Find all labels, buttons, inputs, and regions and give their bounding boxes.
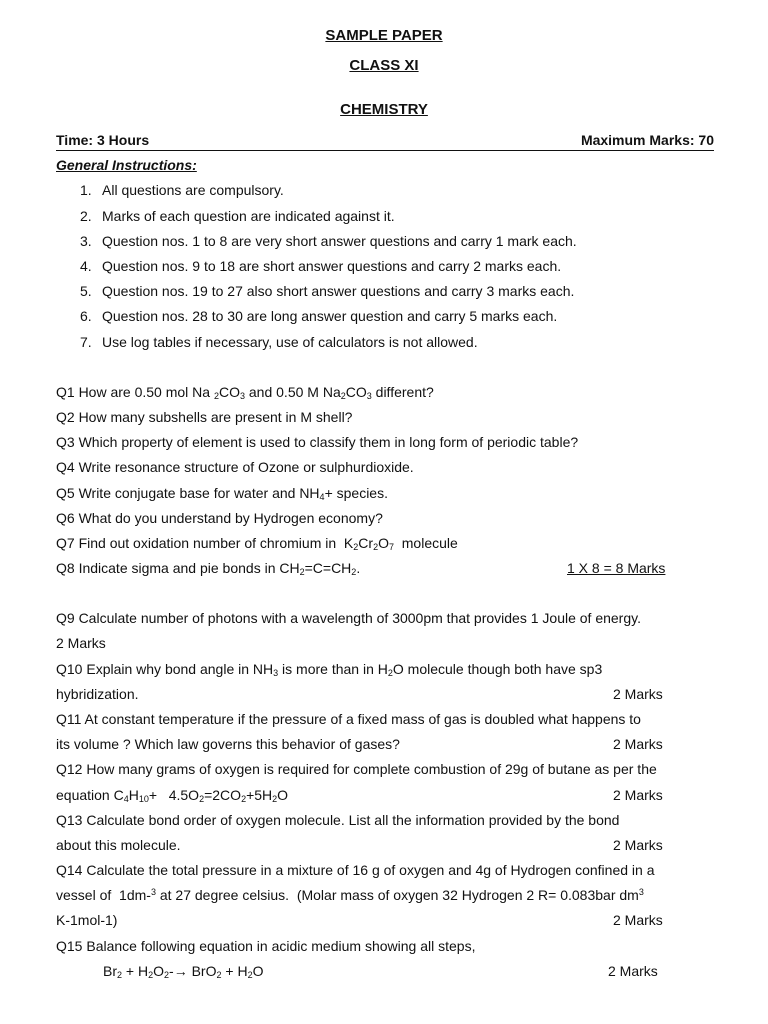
instruction-item: 3. Question nos. 1 to 8 are very short answer questions and carry 1 mark each.: [80, 233, 577, 249]
question-q15: Q15 Balance following equation in acidic medium showing all steps,: [56, 938, 476, 954]
question-q6: Q6 What do you understand by Hydrogen economy?: [56, 510, 383, 526]
question-q12: Q12 How many grams of oxygen is required for complete combustion of 29g of butane as per the: [56, 761, 657, 777]
question-q12-cont: equation $C_4H_{10}+ 4.5O_2=2CO_2+5H_2O$: [56, 787, 289, 804]
instruction-item: 5. Question nos. 19 to 27 also short answer questions and carry 3 marks each.: [80, 283, 575, 299]
instruction-item: 4. Question nos. 9 to 18 are short answer questions and carry 2 marks each.: [80, 258, 562, 274]
question-q2: Q2 How many subshells are present in M shell?: [56, 409, 353, 425]
max-marks-label: Maximum Marks: 70: [580, 132, 714, 148]
marks-label: 1 X 8 = 8 Marks: [567, 560, 666, 576]
class-label: CLASS XI: [349, 57, 419, 74]
question-q14-cont2: K-1mol-1): [56, 912, 118, 928]
time-label: Time: 3 Hours: [56, 132, 150, 148]
question-q1: Q1 How are 0.50 mol Na $_2CO_3$ and 0.50 M $Na_2CO_3$ different?: [56, 384, 434, 401]
question-q4: Q4 Write resonance structure of Ozone or sulphurdioxide.: [56, 459, 414, 475]
question-q10: Q10 Explain why bond angle in $NH_3$ is more than in $H_2O$ molecule though both have sp3: [56, 661, 603, 678]
question-q11-cont: its volume ? Which law governs this behavior of gases?: [56, 736, 400, 752]
marks-label: 2 Marks: [613, 686, 663, 702]
question-q13: Q13 Calculate bond order of oxygen molecule. List all the information provided by the bond: [56, 812, 620, 828]
marks-label: 2 Marks: [613, 787, 663, 803]
marks-label: 2 Marks: [608, 963, 658, 979]
subject-label: CHEMISTRY: [340, 101, 428, 118]
question-q15-equation: $Br_2 + H_2O_2-\to BrO_2 + H_2O$: [103, 963, 264, 980]
instruction-item: 7. Use log tables if necessary, use of calculators is not allowed.: [80, 334, 478, 350]
marks-label: 2 Marks: [613, 837, 663, 853]
question-q10-cont: hybridization.: [56, 686, 139, 702]
question-q5: Q5 Write conjugate base for water and $NH_4+$ species.: [56, 485, 388, 502]
marks-label: 2 Marks: [613, 736, 663, 752]
instruction-item: 6. Question nos. 28 to 30 are long answer question and carry 5 marks each.: [80, 308, 558, 324]
question-q9: Q9 Calculate number of photons with a wavelength of 3000pm that provides 1 Joule of energy.: [56, 610, 641, 626]
question-q13-cont: about this molecule.: [56, 837, 181, 853]
instruction-item: 1. All questions are compulsory.: [80, 182, 284, 198]
arrow-icon: →: [173, 963, 188, 979]
question-q7: Q7 Find out oxidation number of chromium in $K_2Cr_2O_7$ molecule: [56, 535, 458, 552]
question-q11: Q11 At constant temperature if the pressure of a fixed mass of gas is doubled what happens to: [56, 711, 641, 727]
general-instructions-heading: General Instructions:: [56, 157, 197, 173]
question-q14: Q14 Calculate the total pressure in a mixture of 16 g of oxygen and 4g of Hydrogen confined in a: [56, 862, 655, 878]
instruction-item: 2. Marks of each question are indicated against it.: [80, 208, 395, 224]
question-q3: Q3 Which property of element is used to classify them in long form of periodic table?: [56, 434, 579, 450]
paper-title: SAMPLE PAPER: [325, 27, 443, 44]
header-row: [56, 132, 714, 151]
question-q8: Q8 Indicate sigma and pie bonds in $CH_2=C=CH_2$.: [56, 560, 361, 577]
marks-label: 2 Marks: [613, 912, 663, 928]
marks-label: 2 Marks: [56, 635, 106, 651]
question-q14-cont: vessel of 1dm-$^3$ at 27 degree celsius. (Molar mass of oxygen 32 Hydrogen 2 R= 0.083bar $dm^3$: [56, 887, 644, 903]
